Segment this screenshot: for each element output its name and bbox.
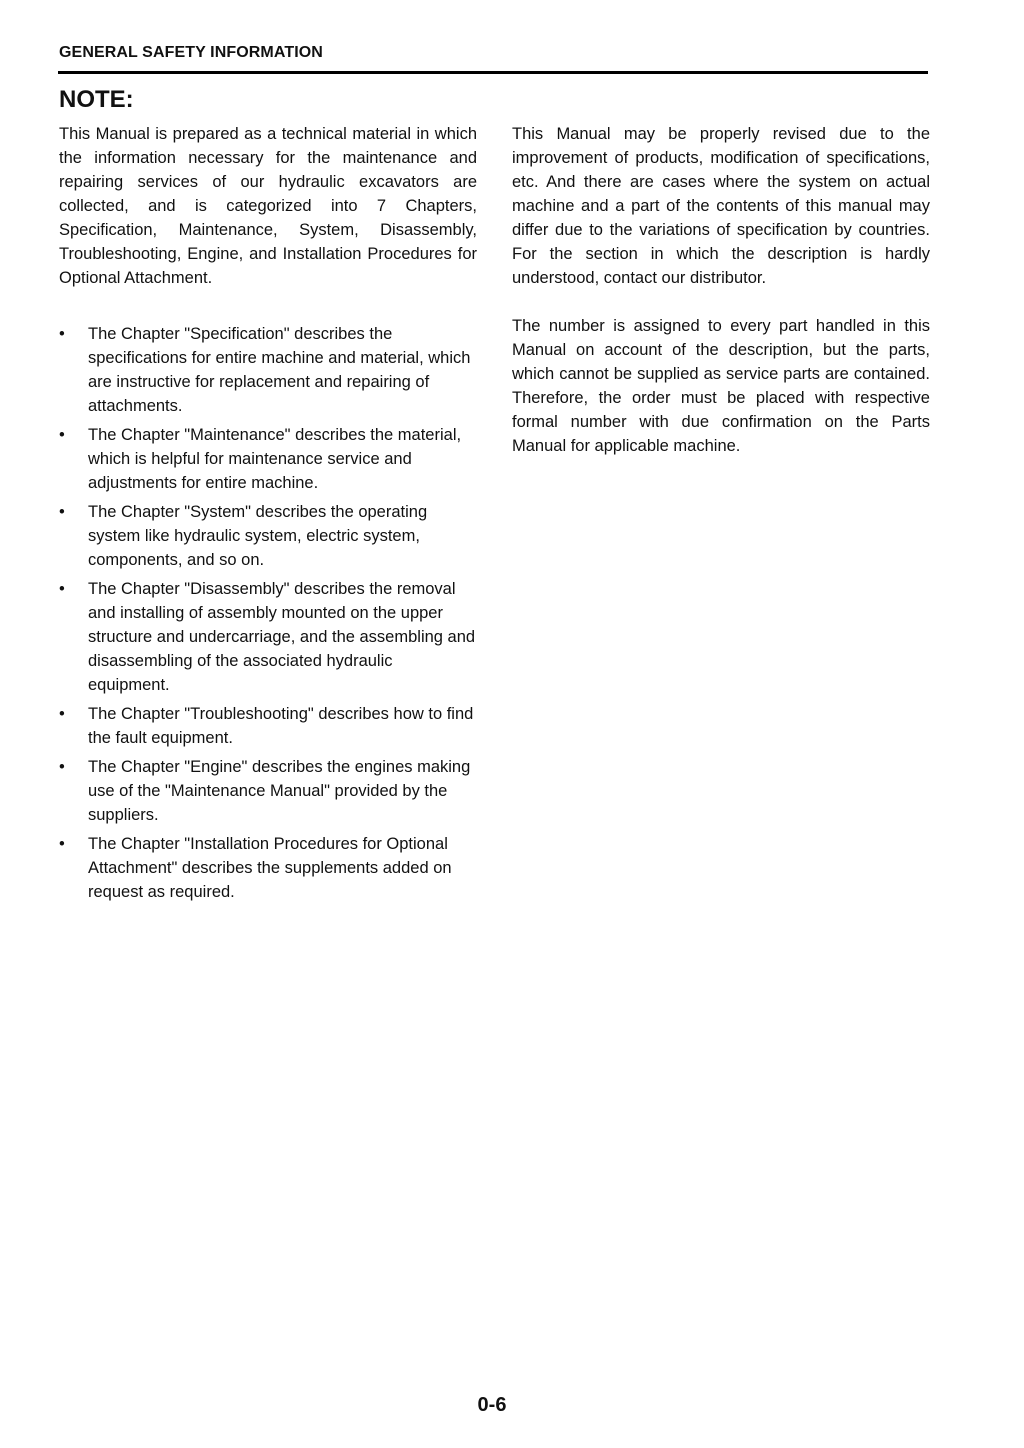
intro-paragraph: This Manual is prepared as a technical material in which the information necessary for the maintenance and repairing services of our hydraulic excavators are collected, and is categorized into 7 Chapters, Specification, Maintenance, System, Disassembly, Troubleshooting, Engine, and Installation Procedures for Optional Attachment. bbox=[59, 125, 477, 287]
bullet-icon: • bbox=[59, 705, 65, 723]
list-item bbox=[59, 322, 477, 418]
note-heading: NOTE: bbox=[59, 86, 134, 113]
bullet-icon: • bbox=[59, 758, 65, 776]
right-column bbox=[512, 122, 930, 458]
parts-paragraph: The number is assigned to every part handled in this Manual on account of the description, but the parts, which cannot be supplied as service parts are contained. Therefore, the order must be placed with respective formal number with due confirmation on the Parts Manual for applicable machine. bbox=[512, 317, 930, 455]
bullet-icon: • bbox=[59, 503, 65, 521]
header-divider bbox=[58, 71, 928, 74]
left-column bbox=[59, 122, 477, 909]
page-number: 0-6 bbox=[477, 1394, 507, 1416]
list-item bbox=[59, 755, 477, 827]
revision-paragraph: This Manual may be properly revised due to the improvement of products, modification of specifications, etc. And there are cases where the system on actual machine and a part of the contents of this manual may differ due to the variations of specification by countries. For the section in which the description is hardly understood, contact our distributor. bbox=[512, 125, 930, 287]
bullet-icon: • bbox=[59, 426, 65, 444]
chapter-list bbox=[59, 322, 477, 904]
list-item bbox=[59, 832, 477, 904]
list-item bbox=[59, 702, 477, 750]
list-item bbox=[59, 423, 477, 495]
list-item bbox=[59, 500, 477, 572]
list-item-text: The Chapter "Engine" describes the engines making use of the "Maintenance Manual" provided by the suppliers. bbox=[88, 758, 471, 824]
bullet-icon: • bbox=[59, 325, 65, 343]
bullet-icon: • bbox=[59, 580, 65, 598]
list-item-text: The Chapter "Installation Procedures for Optional Attachment" describes the supplements added on request as required. bbox=[88, 835, 452, 901]
list-item bbox=[59, 577, 477, 697]
list-item-text: The Chapter "Troubleshooting" describes how to find the fault equipment. bbox=[88, 705, 474, 747]
list-item-text: The Chapter "Disassembly" describes the removal and installing of assembly mounted on the upper structure and undercarriage, and the assembling and disassembling of the associated hydraulic equipment. bbox=[88, 580, 476, 694]
list-item-text: The Chapter "Maintenance" describes the material, which is helpful for maintenance service and adjustments for entire machine. bbox=[88, 426, 462, 492]
list-item-text: The Chapter "Specification" describes the specifications for entire machine and material, which are instructive for replacement and repairing of attachments. bbox=[88, 325, 471, 415]
page-header-title: GENERAL SAFETY INFORMATION bbox=[59, 44, 323, 61]
bullet-icon: • bbox=[59, 835, 65, 853]
list-item-text: The Chapter "System" describes the operating system like hydraulic system, electric system, components, and so on. bbox=[88, 503, 428, 569]
